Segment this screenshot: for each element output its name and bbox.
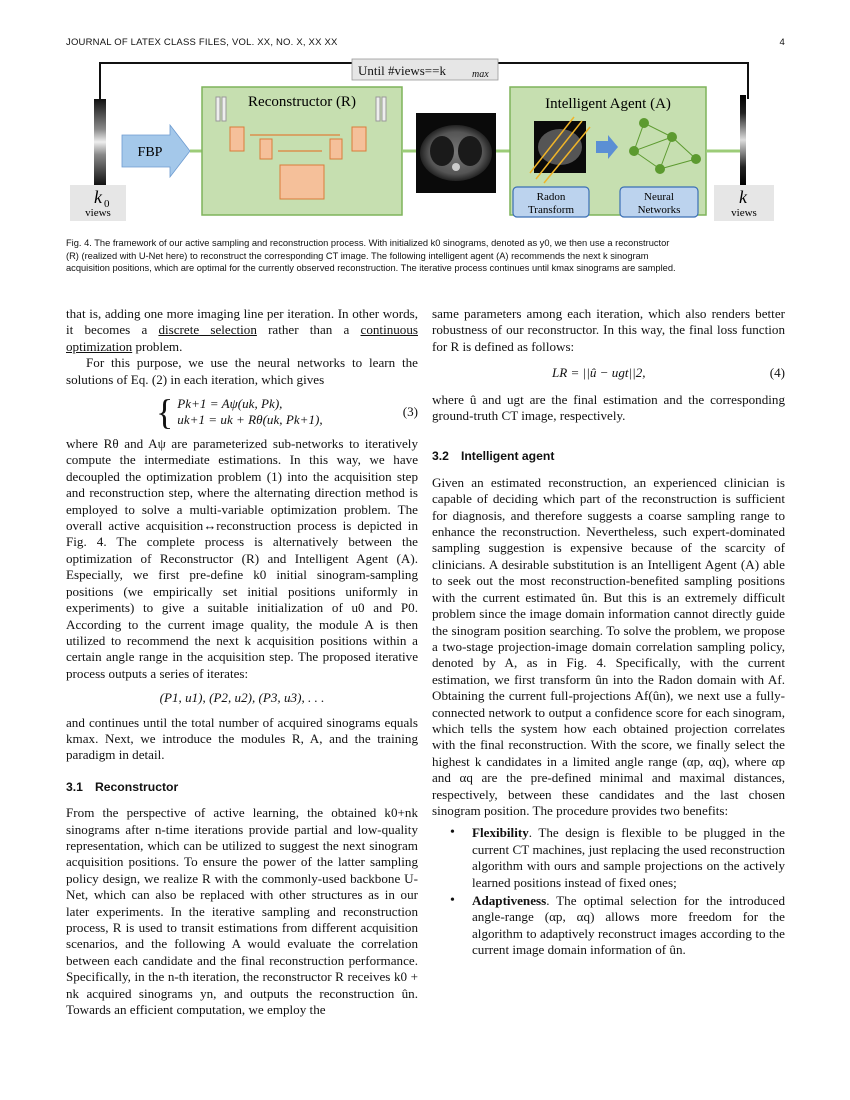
section-3-1-heading: 3.1 Reconstructor xyxy=(66,779,179,794)
equation-3-line-1: Pk+1 = Aψ(uk, Pk), xyxy=(177,395,283,411)
paragraph: same parameters among each iteration, which also renders better robustness of our reconstructor. In this way, the final loss function for R is defined as follows: xyxy=(432,306,785,354)
equation-number: (4) xyxy=(769,365,785,381)
equation-3: { Pk+1 = Aψ(uk, Pk), uk+1 = uk + Rθ(uk, Pk+1), (3) xyxy=(156,392,418,433)
list-item: • Adaptiveness. The optimal selection for the introduced angle-range (αp, αq) allows more freedom for the algorithm to adaptively reconstruct images according to the current image domain information of ûn. xyxy=(472,893,785,959)
paragraph: Given an estimated reconstruction, an experienced clinician is capable of deciding which part of the reconstruction is sufficient for diagnosis, and therefore suggests a coarse sampling range to enhance the reconstruction. Nevertheless, such expert-dominated sampling suggestion is expensive because of the scarcity of clinicians. A desirable substitution is an Intelligent Agent (A) able to seek out the most reconstruction-benefited sampling positions with the current estimated ûn. But this is an extremely difficult problem since the image domain information cannot directly guide the sinogram position searching. To solve the problem, we propose a two-stage projection-image domain correlation sampling policy, denoted by A, as in Fig. 4. Specifically, with the current estimation, we first transform ûn into the Radon domain with Af. Obtaining the current full-projections Af(ûn), we next use a fully-connected network to output a confidence score for each sinogram, which tells the system how each obtained projection correlates with the final reconstruction. With the score, we finally select the highest k candidates in a limited angle range (αp, αq), where αp and αq are the pre-defined minimal and maximal distances, respectively, between these candidates and the last chosen sinogram position. The procedure provides two benefits: xyxy=(432,474,785,818)
k0-label: k xyxy=(94,187,102,207)
paragraph: and continues until the total number of acquired sinograms equals kmax. Next, we introduce the modules R, A, and the training paradigm in detail. xyxy=(66,714,418,763)
loop-label: Until #views==k xyxy=(358,63,446,78)
equation-4 xyxy=(552,365,785,381)
k-label: k xyxy=(739,187,747,207)
reconstructor-label: Reconstructor (R) xyxy=(248,94,356,110)
views-right-label: views xyxy=(731,207,757,219)
caption-line: Fig. 4. The framework of our active sampling and reconstruction process. With initialized k0 sinograms, denoted as y0, we then use a reconstructor xyxy=(66,238,670,248)
section-3-2-heading: 3.2 Intelligent agent xyxy=(432,449,555,464)
paragraph: where Rθ and Aψ are parameterized sub-networks to iteratively compute the intermediate estimations. In this way, we have decoupled the optimization problem (1) into the acquisition step and reconstruction step, where the alternating direction method is employed to solve a multi-variable optimization problem. The overall active acquisition↔reconstruction process is depicted in Fig. 4. The complete process is alternatively between the optimization of Reconstructor (R) and Intelligent Agent (A). Especially, we first pre-define k0 initial sinogram-sampling positions (we empirically set initial positions uniformly in experiments) to give a suitable initialization of u0 and P0. According to the current image quality, the module A is then utilized to recommend the next k acquisition positions within a certain angle range in the acquisition step. The proposed iterative process outputs a series of iterates: xyxy=(66,436,418,681)
equation-number: (3) xyxy=(402,403,418,419)
loop-label-sub: max xyxy=(472,69,489,80)
output-projection xyxy=(740,95,746,185)
agent-label: Intelligent Agent (A) xyxy=(545,96,671,112)
neural-label-2: Networks xyxy=(637,204,681,216)
figure-caption xyxy=(66,237,785,275)
page-number: 4 xyxy=(779,37,785,48)
paragraph: For this purpose, we use the neural networks to learn the solutions of Eq. (2) in each iteration, which gives xyxy=(66,355,418,387)
framework-figure xyxy=(60,55,790,225)
list-item: • Flexibility. The design is flexible to be plugged in the current CT machines, just replacing the used reconstruction algorithm with ours and sample projections on the actively learned positions instead of fixed ones; xyxy=(472,825,785,891)
running-header xyxy=(66,37,785,48)
equation-3-line-2: uk+1 = uk + Rθ(uk, Pk+1), xyxy=(177,412,323,428)
equation-4-body: LR = ||û − ugt||2, xyxy=(552,365,646,381)
k0-sub: 0 xyxy=(104,198,110,210)
iterate-series: (P1, u1), (P2, u2), (P3, u3), . . . xyxy=(159,690,325,706)
fbp-label: FBP xyxy=(137,145,163,160)
left-column xyxy=(66,306,418,1018)
paragraph: where û and ugt are the final estimation and the corresponding ground-truth CT image, respectively. xyxy=(432,391,785,424)
caption-line: acquisition positions, which are optimal for the currently observed reconstruction. The iterative process continues until kmax sinograms are sampled. xyxy=(66,263,676,273)
right-column xyxy=(432,306,785,961)
paragraph: that is, adding one more imaging line per iteration. In other words, it becomes a discrete selection rather than a continuous optimization problem. xyxy=(66,306,418,354)
input-projection xyxy=(94,99,106,185)
paragraph: From the perspective of active learning, the obtained k0+nk sinograms after n-time iterations provide partial and low-quality representation, which can be utilized to suggest the next sinogram acquisition positions. To ensure the power of the latter sampling policy design, we realize R with the commonly-used backbone U-Net, which can also be replaced with other structures as in our later experiments. In the iterative sampling and reconstruction process, R is used to transit estimations from different acquisition scenarios, and the following A would evaluate the correlation between each candidate and the final reconstruction performance. Specifically, in the n-th iteration, the reconstructor R receives k0 + nk acquired sinograms yn, and outputs the reconstruction ûn. Towards an efficient computation, we employ the xyxy=(66,805,418,1018)
benefits-list xyxy=(432,825,785,958)
radon-label-1: Radon xyxy=(536,191,566,203)
neural-label-1: Neural xyxy=(644,191,674,203)
journal-name: JOURNAL OF LATEX CLASS FILES, VOL. XX, NO. X, XX XX xyxy=(66,37,338,48)
radon-label-2: Transform xyxy=(527,204,575,216)
views-left-label: views xyxy=(85,207,111,219)
caption-line: (R) (realized with U-Net here) to reconstruct the corresponding CT image. The following intelligent agent (A) recommends the next k sinogram xyxy=(66,250,649,261)
